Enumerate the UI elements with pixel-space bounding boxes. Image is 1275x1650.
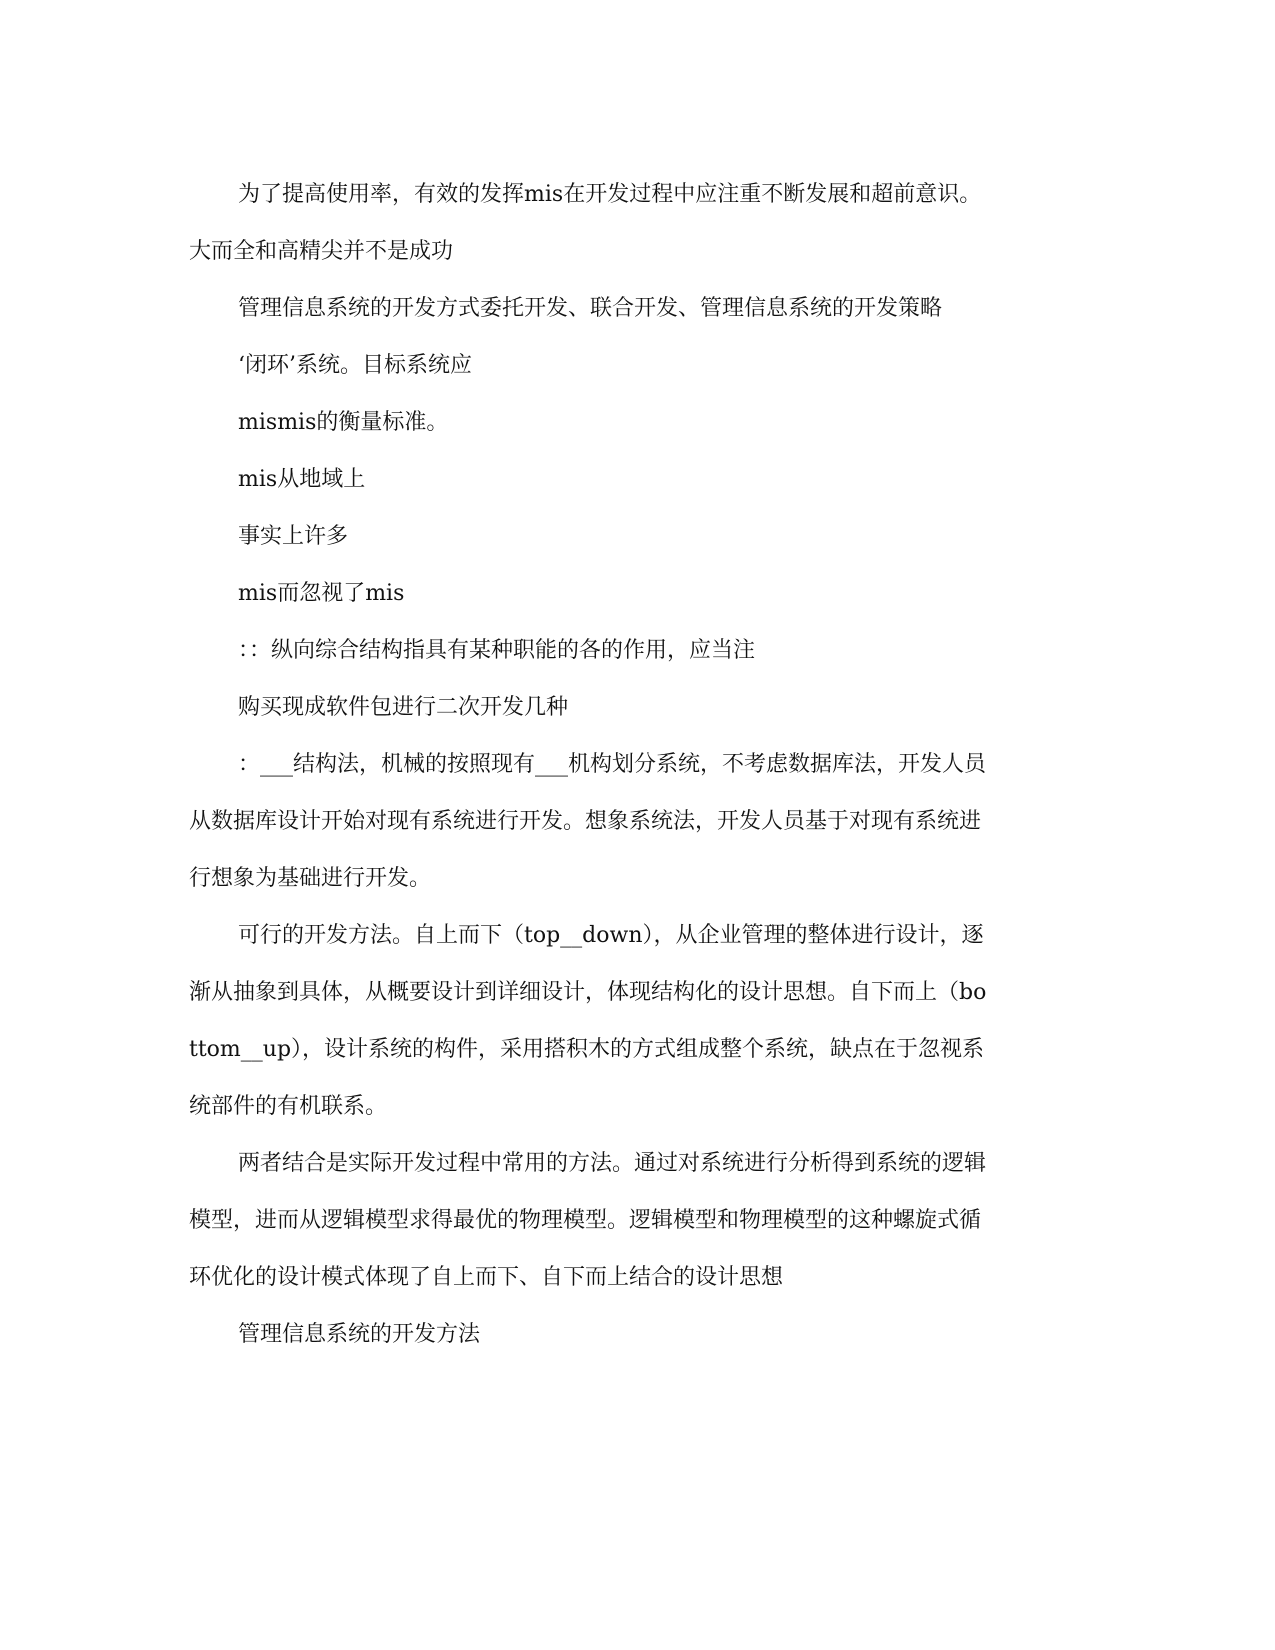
text-line: 渐从抽象到具体，从概要设计到详细设计，体现结构化的设计思想。自下而上（bo	[189, 980, 987, 1005]
text-line: 两者结合是实际开发过程中常用的方法。通过对系统进行分析得到系统的逻辑	[238, 1151, 987, 1176]
text-line: 购买现成软件包进行二次开发几种	[238, 695, 569, 720]
text-line: 从数据库设计开始对现有系统进行开发。想象系统法，开发人员基于对现有系统进	[189, 809, 982, 834]
text-line: 行想象为基础进行开发。	[189, 866, 432, 891]
text-line: 环优化的设计模式体现了自上而下、自下而上结合的设计思想	[189, 1265, 784, 1290]
text-line: 可行的开发方法。自上而下（top__down），从企业管理的整体进行设计，逐	[238, 923, 984, 948]
text-line: 统部件的有机联系。	[189, 1094, 388, 1119]
text-line: 为了提高使用率，有效的发挥mis在开发过程中应注重不断发展和超前意识。	[238, 182, 982, 207]
text-line: mismis的衡量标准。	[238, 410, 449, 435]
text-line: ：___结构法，机械的按照现有___机构划分系统，不考虑数据库法，开发人员	[238, 752, 987, 777]
text-line: mis而忽视了mis	[238, 581, 405, 606]
text-line: 事实上许多	[238, 524, 349, 549]
text-line: 管理信息系统的开发方式委托开发、联合开发、管理信息系统的开发策略	[238, 296, 943, 321]
text-line: ‘闭环’系统。目标系统应	[238, 353, 472, 378]
text-line: 大而全和高精尖并不是成功	[189, 239, 454, 264]
text-line: ttom__up），设计系统的构件，采用搭积木的方式组成整个系统，缺点在于忽视系	[189, 1037, 985, 1062]
text-line: mis从地域上	[238, 467, 366, 492]
text-line: 模型，进而从逻辑模型求得最优的物理模型。逻辑模型和物理模型的这种螺旋式循	[189, 1208, 982, 1233]
text-line: 管理信息系统的开发方法	[238, 1322, 481, 1347]
text-line: ：：纵向综合结构指具有某种职能的各的作用，应当注	[238, 638, 756, 663]
